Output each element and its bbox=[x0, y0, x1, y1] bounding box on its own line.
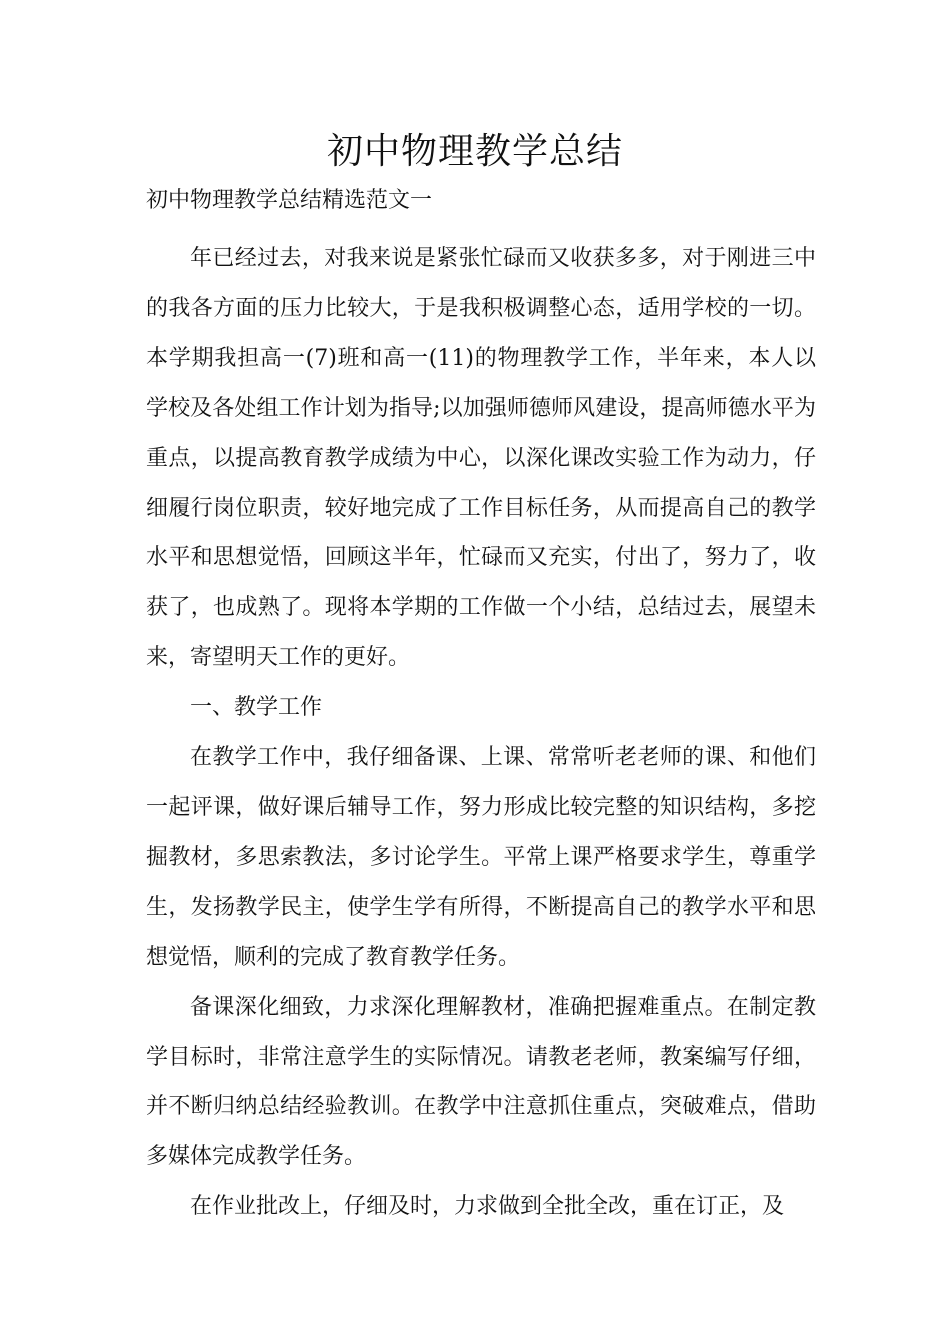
paragraph-teaching-work: 在教学工作中，我仔细备课、上课、常常听老老师的课、和他们一起评课，做好课后辅导工作，努力形成比较完整的知识结构，多挖掘教材，多思索教法，多讨论学生。平常上课严格要求学生，尊重学生，发扬教学民主，使学生学有所得，不断提高自己的教学水平和思想觉悟，顺利的完成了教育教学任务。 bbox=[146, 745, 816, 970]
section-heading-teaching-work: 一、教学工作 bbox=[190, 695, 323, 721]
paragraph-homework-correction: 在作业批改上，仔细及时，力求做到全批全改，重在订正，及 bbox=[190, 1194, 785, 1220]
document-body bbox=[146, 234, 816, 1232]
document-subtitle: 初中物理教学总结精选范文一 bbox=[146, 188, 433, 213]
paragraph-lesson-preparation: 备课深化细致，力求深化理解教材，准确把握难重点。在制定教学目标时，非常注意学生的实际情况。请教老老师，教案编写仔细，并不断归纳总结经验教训。在教学中注意抓住重点，突破难点，借助多媒体完成教学任务。 bbox=[146, 994, 816, 1170]
paragraph-intro: 年已经过去，对我来说是紧张忙碌而又收获多多，对于刚进三中的我各方面的压力比较大，于是我积极调整心态，适用学校的一切。本学期我担高一(7)班和高一(11)的物理教学工作，半年来，本人以学校及各处组工作计划为指导;以加强师德师风建设，提高师德水平为重点，以提高教育教学成绩为中心，以深化课改实验工作为动力，仔细履行岗位职责，较好地完成了工作目标任务，从而提高自己的教学水平和思想觉悟，回顾这半年，忙碌而又充实，付出了，努力了，收获了，也成熟了。现将本学期的工作做一个小结，总结过去，展望未来，寄望明天工作的更好。 bbox=[146, 246, 816, 671]
document-title: 初中物理教学总结 bbox=[326, 131, 623, 172]
